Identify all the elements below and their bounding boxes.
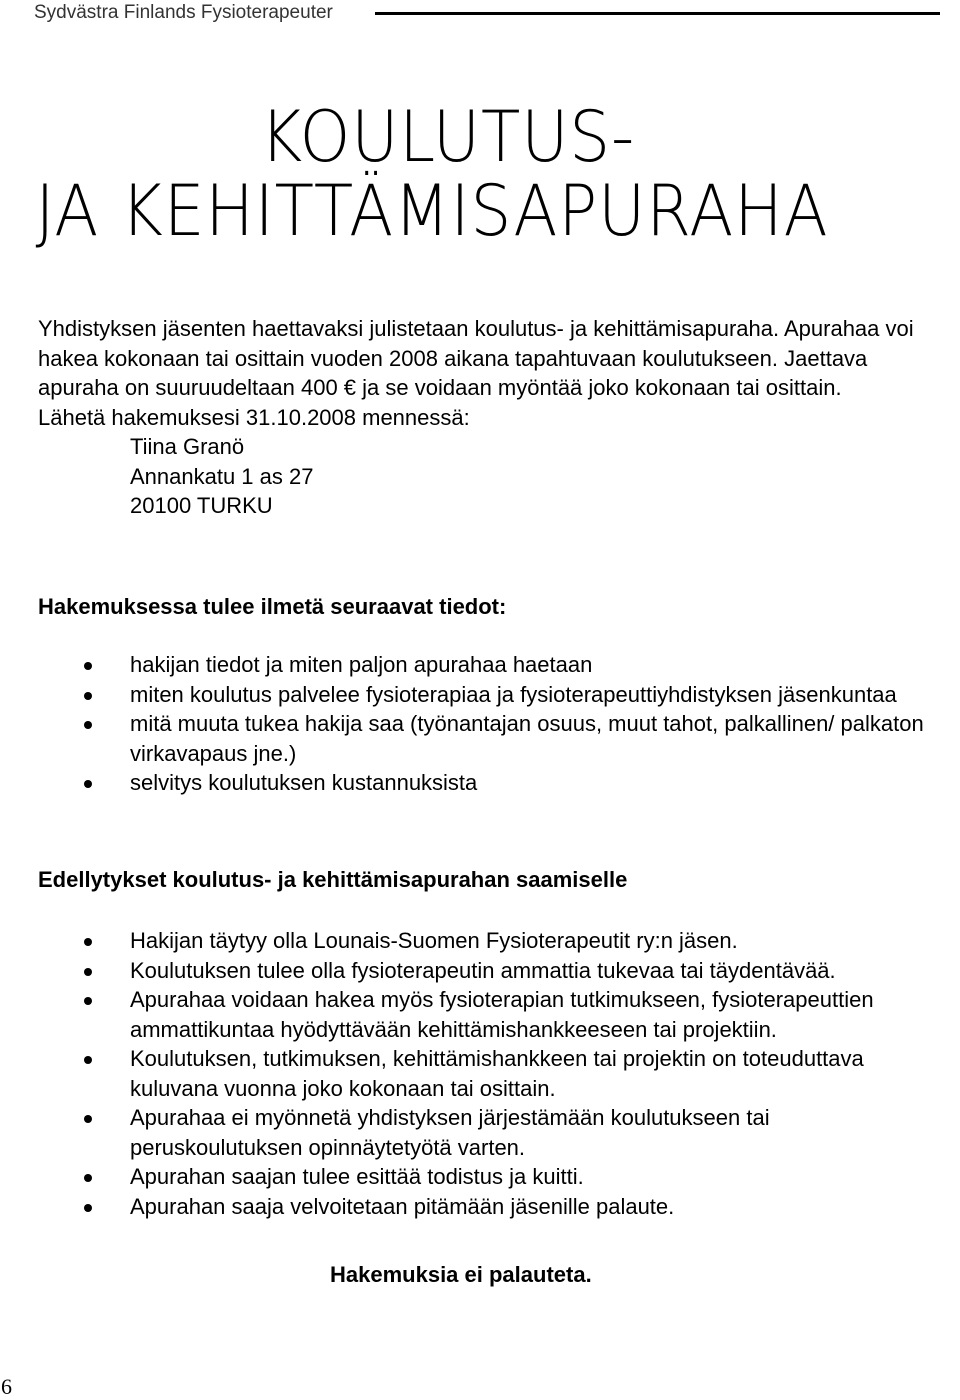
address-name: Tiina Granö: [130, 434, 245, 459]
list-item: miten koulutus palvelee fysioterapiaa ja fysioterapeuttiyhdistyksen jäsenkuntaa: [38, 680, 943, 710]
bullet-icon: [84, 721, 92, 729]
section-2: [38, 865, 943, 895]
list-item: Koulutuksen tulee olla fysioterapeutin ammattia tukevaa tai täydentävää.: [38, 956, 943, 986]
header-rule: [375, 12, 940, 15]
list-item: mitä muuta tukea hakija saa (työnantajan osuus, muut tahot, palkallinen/ palkaton virkavapaus jne.): [38, 709, 943, 768]
section-1: [38, 592, 943, 622]
page-number: 6: [1, 1374, 12, 1399]
bullet-icon: [84, 1115, 92, 1123]
running-header: Sydvästra Finlands Fysioterapeuter: [34, 2, 333, 23]
title-line-1: KOULUTUS-: [260, 96, 636, 178]
bullet-icon: [84, 780, 92, 788]
section-2-heading: Edellytykset koulutus- ja kehittämisapurahan saamiselle: [38, 867, 628, 892]
closing-note: Hakemuksia ei palauteta.: [330, 1262, 592, 1287]
list-item: Koulutuksen, tutkimuksen, kehittämishankkeen tai projektin on toteuduttava kuluvana vuonna joko kokonaan tai osittain.: [38, 1044, 943, 1103]
section-1-list: [38, 650, 943, 798]
bullet-icon: [84, 968, 92, 976]
deadline-text: Lähetä hakemuksesi 31.10.2008 mennessä:: [38, 404, 470, 430]
list-item: Apurahaa voidaan hakea myös fysioterapian tutkimukseen, fysioterapeuttien ammattikuntaa hyödyttävään kehittämishankkeeseen tai projektiin.: [38, 985, 943, 1044]
page-title: [30, 96, 829, 252]
title-line-2: JA KEHITTÄMISAPURAHA: [35, 170, 829, 252]
bullet-icon: [84, 662, 92, 670]
list-item: Apurahan saajan tulee esittää todistus ja kuitti.: [38, 1162, 943, 1192]
section-2-list-wrap: [38, 926, 943, 1221]
list-item: hakijan tiedot ja miten paljon apurahaa haetaan: [38, 650, 943, 680]
list-item: Apurahaa ei myönnetä yhdistyksen järjestämään koulutukseen tai peruskoulutuksen opinnäytetyötä varten.: [38, 1103, 943, 1162]
bullet-icon: [84, 1174, 92, 1182]
bullet-icon: [84, 1204, 92, 1212]
bullet-icon: [84, 938, 92, 946]
bullet-icon: [84, 692, 92, 700]
address-street: Annankatu 1 as 27: [130, 463, 314, 489]
section-2-list: [38, 926, 943, 1221]
bullet-icon: [84, 1056, 92, 1064]
intro-block: [38, 314, 943, 521]
intro-paragraph: Yhdistyksen jäsenten haettavaksi julistetaan koulutus- ja kehittämisapuraha. Apurahaa voi hakea kokonaan tai osittain vuoden 2008 aikana tapahtuvaan koulutukseen. Jaettava apuraha on suuruudeltaan 400 € ja se voidaan myöntää joko kokonaan tai osittain.: [38, 316, 914, 400]
list-item: Hakijan täytyy olla Lounais-Suomen Fysioterapeutit ry:n jäsen.: [38, 926, 943, 956]
section-1-heading: Hakemuksessa tulee ilmetä seuraavat tiedot:: [38, 594, 507, 619]
section-1-list-wrap: [38, 650, 943, 798]
address-city: 20100 TURKU: [130, 493, 273, 518]
address-block: [38, 432, 943, 521]
list-item: Apurahan saaja velvoitetaan pitämään jäsenille palaute.: [38, 1192, 943, 1222]
list-item: selvitys koulutuksen kustannuksista: [38, 768, 943, 798]
bullet-icon: [84, 997, 92, 1005]
